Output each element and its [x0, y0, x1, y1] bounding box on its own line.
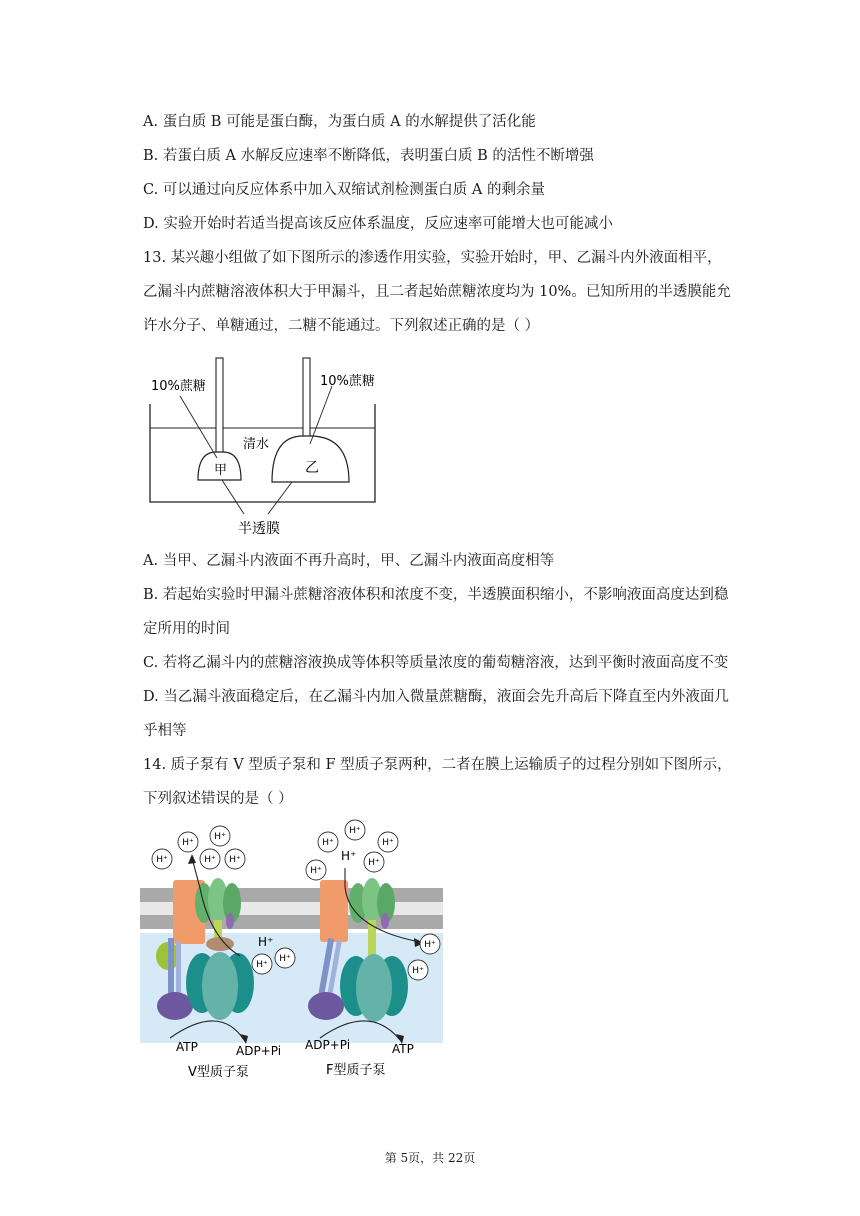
q13-stem-line-1: 13. 某兴趣小组做了如下图所示的渗透作用实验，实验开始时，甲、乙漏斗内外液面相平， — [143, 250, 722, 266]
q13-option-b-line-1: B. 若起始实验时甲漏斗蔗糖溶液体积和浓度不变，半透膜面积缩小，不影响液面高度达到稳 — [143, 587, 729, 603]
v-h-plus-7: H⁺ — [279, 954, 291, 964]
v-h-plus-6: H⁺ — [256, 960, 268, 970]
f-h-plus-1: H⁺ — [322, 838, 334, 848]
v-adp-label: ADP+Pi — [236, 1044, 282, 1058]
f-h-plus-plain: H⁺ — [341, 849, 357, 863]
q14-stem-line-1: 14. 质子泵有 V 型质子泵和 F 型质子泵两种，二者在膜上运输质子的过程分别如下图所示， — [143, 757, 732, 773]
v-h-plus-plain: H⁺ — [258, 935, 274, 949]
q14-stem-line-2: 下列叙述错误的是（ ） — [143, 791, 293, 807]
q13-option-a: A. 当甲、乙漏斗内液面不再升高时，甲、乙漏斗内液面高度相等 — [143, 553, 555, 569]
v-h-plus-4: H⁺ — [204, 855, 216, 865]
v-atp-label: ATP — [176, 1040, 198, 1054]
label-yi: 乙 — [305, 460, 319, 476]
q13-stem-line-2: 乙漏斗内蔗糖溶液体积大于甲漏斗，且二者起始蔗糖浓度均为 10%。已知所用的半透膜能允 — [143, 284, 731, 300]
q13-option-b-line-2: 定所用的时间 — [143, 621, 230, 637]
v-h-plus-3: H⁺ — [156, 855, 168, 865]
funnel-yi-tube — [303, 358, 310, 442]
q12-option-d: D. 实验开始时若适当提高该反应体系温度，反应速率可能增大也可能减小 — [143, 216, 613, 232]
q13-stem-line-3: 许水分子、单糖通过，二糖不能通过。下列叙述正确的是（ ） — [143, 318, 540, 334]
f-h-plus-6: H⁺ — [424, 940, 436, 950]
q12-option-b: B. 若蛋白质 A 水解反应速率不断降低，表明蛋白质 B 的活性不断增强 — [143, 148, 594, 164]
label-right-sugar: 10%蔗糖 — [320, 374, 375, 389]
q13-option-d-line-1: D. 当乙漏斗液面稳定后，在乙漏斗内加入微量蔗糖酶，液面会先升高后下降直至内外液面几 — [143, 689, 729, 705]
f-adp-label: ADP+Pi — [305, 1038, 351, 1052]
q12-option-c: C. 可以通过向反应体系中加入双缩试剂检测蛋白质 A 的剩余量 — [143, 182, 545, 198]
label-jia: 甲 — [214, 463, 228, 478]
label-water: 清水 — [243, 437, 270, 452]
f-h-plus-3: H⁺ — [382, 838, 394, 848]
v-pump-rotor-ring — [195, 878, 241, 923]
v-h-plus-1: H⁺ — [182, 838, 194, 848]
q13-option-c: C. 若将乙漏斗内的蔗糖溶液换成等体积等质量浓度的葡萄糖溶液，达到平衡时液面高度不变 — [143, 655, 729, 671]
page-footer: 第 5页，共 22页 — [384, 1151, 476, 1165]
f-h-plus-2: H⁺ — [349, 826, 361, 836]
f-h-plus-5: H⁺ — [368, 858, 380, 868]
q12-option-a: A. 蛋白质 B 可能是蛋白酶，为蛋白质 A 的水解提供了活化能 — [143, 114, 536, 130]
osmosis-diagram — [140, 352, 400, 542]
f-pump-caption: F型质子泵 — [326, 1063, 386, 1078]
proton-pump-diagram — [140, 818, 445, 1083]
f-atp-label: ATP — [392, 1042, 414, 1056]
label-membrane: 半透膜 — [238, 521, 280, 537]
v-pump-caption: V型质子泵 — [188, 1065, 249, 1080]
f-h-plus-7: H⁺ — [412, 966, 424, 976]
label-left-sugar: 10%蔗糖 — [151, 379, 206, 394]
v-h-plus-5: H⁺ — [229, 855, 241, 865]
q13-option-d-line-2: 乎相等 — [143, 723, 187, 739]
f-h-plus-4: H⁺ — [310, 866, 322, 876]
funnel-jia-tube — [216, 358, 223, 458]
f-pump-stator — [320, 880, 348, 942]
v-h-plus-2: H⁺ — [214, 832, 226, 842]
f-pump-atpase-head — [340, 954, 408, 1022]
v-pump-atpase-head — [186, 952, 254, 1020]
